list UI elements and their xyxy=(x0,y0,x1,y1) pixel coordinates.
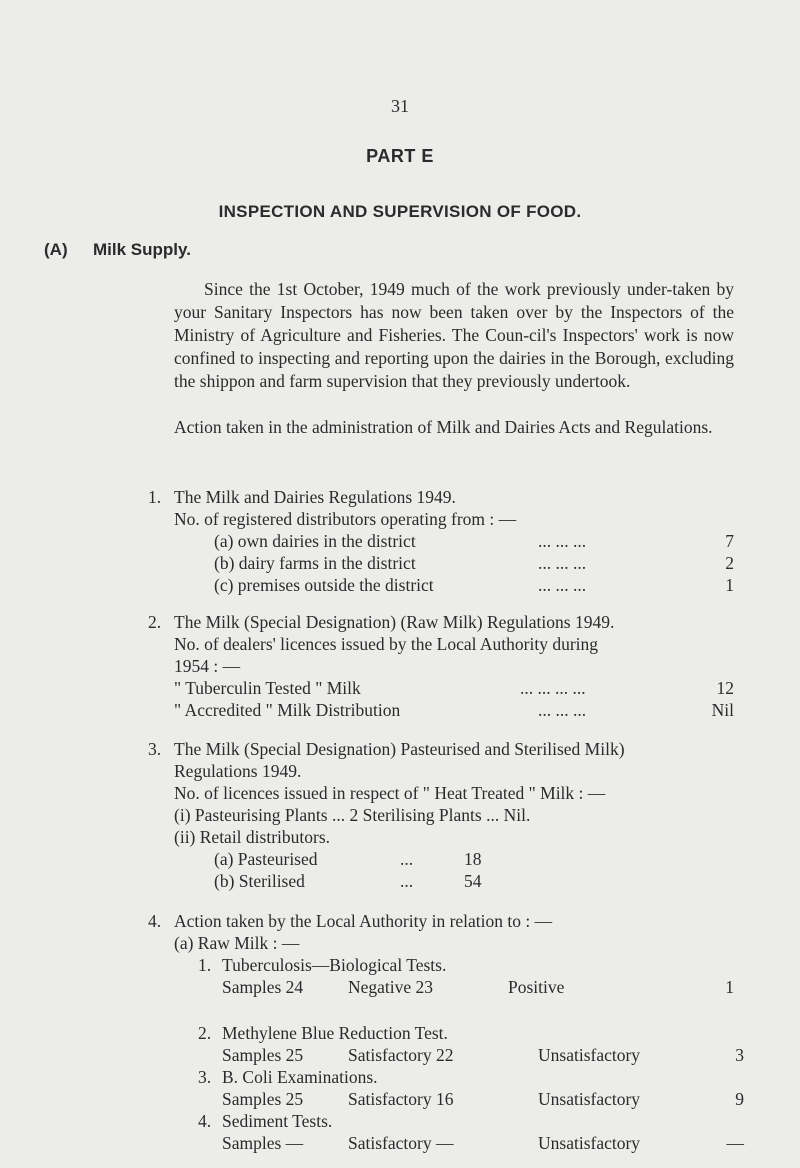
item2-subtitle: No. of dealers' licences issued by the Local Authority during xyxy=(174,634,599,654)
item3-row-value: 18 xyxy=(464,849,482,869)
item2-row-dots: ... ... ... xyxy=(538,700,587,720)
item3-line-i: (i) Pasteurising Plants ... 2 Sterilising Plants ... Nil. xyxy=(174,805,531,825)
test-name: Tuberculosis—Biological Tests. xyxy=(222,955,447,975)
item4-number: 4. xyxy=(148,911,162,931)
test-samples: Samples 24 xyxy=(222,977,304,997)
section-title: Milk Supply. xyxy=(93,240,191,259)
item2-row-label: " Accredited " Milk Distribution xyxy=(174,700,401,720)
test-number: 2. xyxy=(198,1023,212,1043)
item1-row-value: 2 xyxy=(725,553,734,573)
test-name: B. Coli Examinations. xyxy=(222,1067,378,1087)
test-mid: Negative 23 xyxy=(348,977,434,997)
test-name: Sediment Tests. xyxy=(222,1111,333,1131)
test-right-label: Unsatisfactory xyxy=(538,1133,641,1153)
test-right-label: Unsatisfactory xyxy=(538,1089,641,1109)
item1-row-dots: ... ... ... xyxy=(538,575,587,595)
item3-row-label: (a) Pasteurised xyxy=(214,849,318,869)
item3-row-dots: ... xyxy=(400,871,414,891)
test-mid: Satisfactory 16 xyxy=(348,1089,454,1109)
item3-title: The Milk (Special Designation) Pasteurised and Sterilised Milk) xyxy=(174,739,625,759)
test-name: Methylene Blue Reduction Test. xyxy=(222,1023,448,1043)
part-title: PART E xyxy=(366,146,434,166)
test-right-value: 1 xyxy=(725,977,734,997)
item1-row-value: 7 xyxy=(725,531,734,551)
item2-number: 2. xyxy=(148,612,162,632)
item2-row-value: Nil xyxy=(711,700,734,720)
item2-title: The Milk (Special Designation) (Raw Milk) Regulations 1949. xyxy=(174,612,615,632)
item2-row-label: " Tuberculin Tested " Milk xyxy=(174,678,361,698)
item1-number: 1. xyxy=(148,487,162,507)
item4-title: Action taken by the Local Authority in relation to : — xyxy=(174,911,553,931)
main-heading: INSPECTION AND SUPERVISION OF FOOD. xyxy=(218,202,582,221)
test-right-label: Positive xyxy=(508,977,565,997)
item1-row-dots: ... ... ... xyxy=(538,553,587,573)
item2-row-dots: ... ... ... ... xyxy=(520,678,586,698)
item3-row-value: 54 xyxy=(464,871,482,891)
item2-row-value: 12 xyxy=(716,678,734,698)
section-label: (A) xyxy=(44,240,68,259)
item3-number: 3. xyxy=(148,739,162,759)
item3-row-label: (b) Sterilised xyxy=(214,871,305,891)
item1-row-label: (c) premises outside the district xyxy=(214,575,434,595)
item1-title: The Milk and Dairies Regulations 1949. xyxy=(174,487,456,507)
item3-subtitle: No. of licences issued in respect of " Heat Treated " Milk : — xyxy=(174,783,606,803)
test-mid: Satisfactory 22 xyxy=(348,1045,454,1065)
item1-subtitle: No. of registered distributors operating from : — xyxy=(174,509,517,529)
test-right-value: 3 xyxy=(735,1045,744,1065)
test-mid: Satisfactory — xyxy=(348,1133,454,1153)
item1-row-label: (b) dairy farms in the district xyxy=(214,553,416,573)
item3-line-ii: (ii) Retail distributors. xyxy=(174,827,331,847)
test-samples: Samples 25 xyxy=(222,1045,304,1065)
test-number: 3. xyxy=(198,1067,212,1087)
item1-row-dots: ... ... ... xyxy=(538,531,587,551)
item2-year: 1954 : — xyxy=(174,656,241,676)
item1-row-label: (a) own dairies in the district xyxy=(214,531,416,551)
test-right-value: — xyxy=(726,1133,744,1153)
test-samples: Samples — xyxy=(222,1133,304,1153)
item3-title-cont: Regulations 1949. xyxy=(174,761,302,781)
item4-sub-a: (a) Raw Milk : — xyxy=(174,933,300,953)
intro-paragraph: Since the 1st October, 1949 much of the work previously under-taken by your Sanitary Inspectors has now been taken over by the Inspectors of the Ministry of Agriculture and Fisheries. The Coun-cil's Inspectors' work is now confined to inspecting and reporting upon the dairies in the Borough, excluding the shippon and farm supervision that they previously undertook. xyxy=(174,279,734,391)
item3-row-dots: ... xyxy=(400,849,414,869)
test-number: 1. xyxy=(198,955,212,975)
test-right-value: 9 xyxy=(735,1089,744,1109)
test-number: 4. xyxy=(198,1111,212,1131)
page-number: 31 xyxy=(391,96,409,116)
item1-row-value: 1 xyxy=(725,575,734,595)
test-right-label: Unsatisfactory xyxy=(538,1045,641,1065)
test-samples: Samples 25 xyxy=(222,1089,304,1109)
action-paragraph: Action taken in the administration of Milk and Dairies Acts and Regulations. xyxy=(174,417,713,437)
